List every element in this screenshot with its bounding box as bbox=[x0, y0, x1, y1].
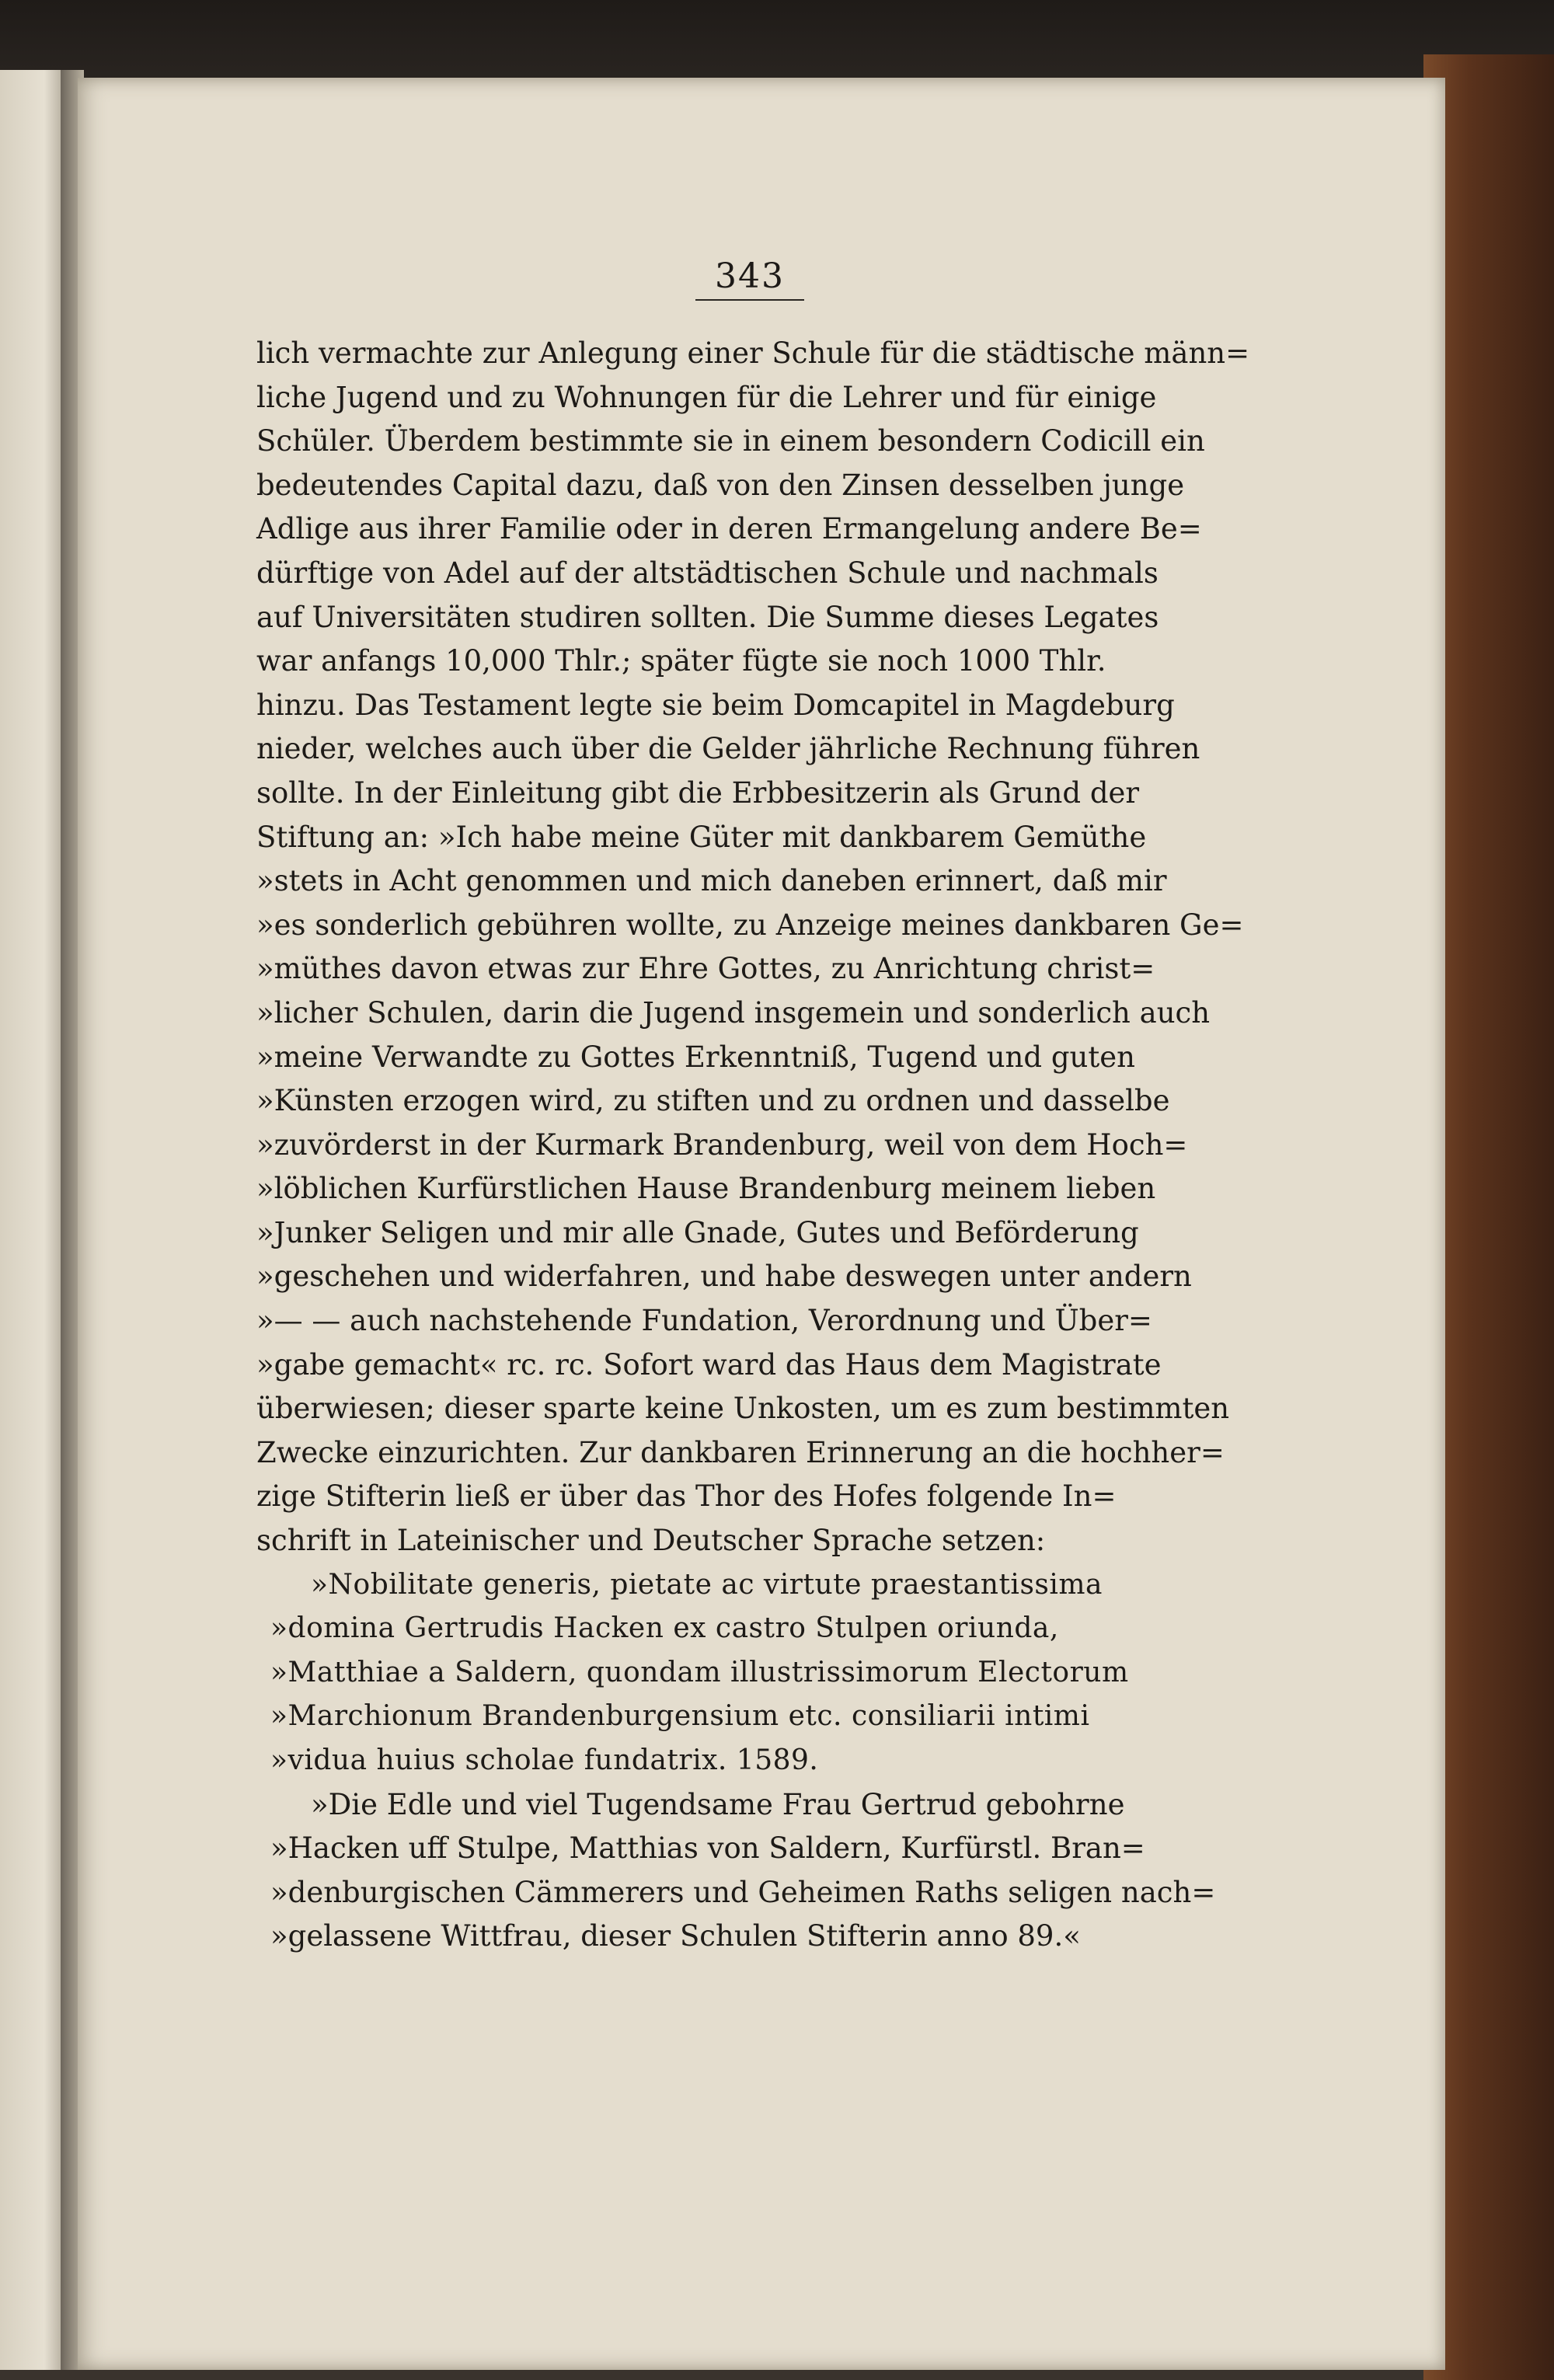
text-line: liche Jugend und zu Wohnungen für die Lehrer und für einige bbox=[256, 380, 1157, 414]
text-line: dürftige von Adel auf der altstädtischen Schule und nachmals bbox=[256, 556, 1159, 590]
text-line: bedeutendes Capital dazu, daß von den Zinsen desselben junge bbox=[256, 468, 1185, 502]
inscription-line: »Nobilitate generis, pietate ac virtute praestantissima bbox=[311, 1568, 1103, 1601]
text-line: »stets in Acht genommen und mich daneben erinnert, daß mir bbox=[256, 864, 1167, 898]
inscription-line: »Hacken uff Stulpe, Matthias von Saldern, Kurfürstl. Bran= bbox=[270, 1831, 1145, 1866]
text-line: war anfangs 10,000 Thlr.; später fügte sie noch 1000 Thlr. bbox=[256, 644, 1106, 678]
inscription-line: »Die Edle und viel Tugendsame Frau Gertrud gebohrne bbox=[311, 1787, 1125, 1821]
page-content bbox=[256, 256, 1250, 1959]
text-line: »Künsten erzogen wird, zu stiften und zu ordnen und dasselbe bbox=[256, 1084, 1170, 1118]
text-line: »löblichen Kurfürstlichen Hause Brandenburg meinem lieben bbox=[256, 1172, 1156, 1206]
german-inscription bbox=[256, 1783, 1243, 1959]
text-line: nieder, welches auch über die Gelder jährliche Rechnung führen bbox=[256, 732, 1200, 766]
page-number: 343 bbox=[715, 256, 785, 296]
text-line: hinzu. Das Testament legte sie beim Domcapitel in Magdeburg bbox=[256, 688, 1175, 722]
text-line: zige Stifterin ließ er über das Thor des Hofes folgende In= bbox=[256, 1479, 1117, 1514]
text-line: »geschehen und widerfahren, und habe deswegen unter andern bbox=[256, 1260, 1192, 1294]
text-line: »Junker Seligen und mir alle Gnade, Gutes und Beförderung bbox=[256, 1215, 1139, 1249]
header-rule bbox=[695, 299, 804, 301]
text-line: »licher Schulen, darin die Jugend insgemein und sonderlich auch bbox=[256, 995, 1211, 1030]
text-line: »müthes davon etwas zur Ehre Gottes, zu Anrichtung christ= bbox=[256, 952, 1155, 986]
text-line: Schüler. Überdem bestimmte sie in einem besondern Codicill ein bbox=[256, 424, 1205, 458]
text-line: »zuvörderst in der Kurmark Brandenburg, weil von dem Hoch= bbox=[256, 1127, 1188, 1162]
text-line: Zwecke einzurichten. Zur dankbaren Erinnerung an die hochher= bbox=[256, 1435, 1225, 1469]
main-paragraph bbox=[256, 332, 1250, 1563]
text-line: »es sonderlich gebühren wollte, zu Anzeige meines dankbaren Ge= bbox=[256, 908, 1244, 942]
inscription-line: »gelassene Wittfrau, dieser Schulen Stifterin anno 89.« bbox=[270, 1919, 1081, 1953]
text-line: Adlige aus ihrer Familie oder in deren Ermangelung andere Be= bbox=[256, 512, 1202, 546]
inscription-line: »denburgischen Cämmerers und Geheimen Raths seligen nach= bbox=[270, 1875, 1216, 1909]
text-line: »meine Verwandte zu Gottes Erkenntniß, Tugend und guten bbox=[256, 1040, 1135, 1074]
text-line: schrift in Lateinischer und Deutscher Sprache setzen: bbox=[256, 1524, 1046, 1558]
inscription-line: »Marchionum Brandenburgensium etc. consiliarii intimi bbox=[270, 1700, 1090, 1733]
inscription-line: »vidua huius scholae fundatrix. 1589. bbox=[270, 1744, 819, 1776]
text-line: lich vermachte zur Anlegung einer Schule für die städtische männ= bbox=[256, 336, 1250, 370]
inscription-line: »Matthiae a Saldern, quondam illustrissimorum Electorum bbox=[270, 1656, 1129, 1688]
inscription-line: »domina Gertrudis Hacken ex castro Stulpen oriunda, bbox=[270, 1612, 1059, 1645]
text-line: »gabe gemacht« rc. rc. Sofort ward das Haus dem Magistrate bbox=[256, 1347, 1162, 1382]
text-line: auf Universitäten studiren sollten. Die Summe dieses Legates bbox=[256, 600, 1159, 634]
text-line: »— — auch nachstehende Fundation, Verordnung und Über= bbox=[256, 1304, 1152, 1338]
text-line: sollte. In der Einleitung gibt die Erbbesitzerin als Grund der bbox=[256, 775, 1140, 810]
book-page bbox=[78, 78, 1445, 2370]
latin-inscription bbox=[256, 1563, 1243, 1783]
text-line: überwiesen; dieser sparte keine Unkosten, um es zum bestimmten bbox=[256, 1392, 1230, 1426]
text-line: Stiftung an: »Ich habe meine Güter mit dankbarem Gemüthe bbox=[256, 820, 1147, 854]
